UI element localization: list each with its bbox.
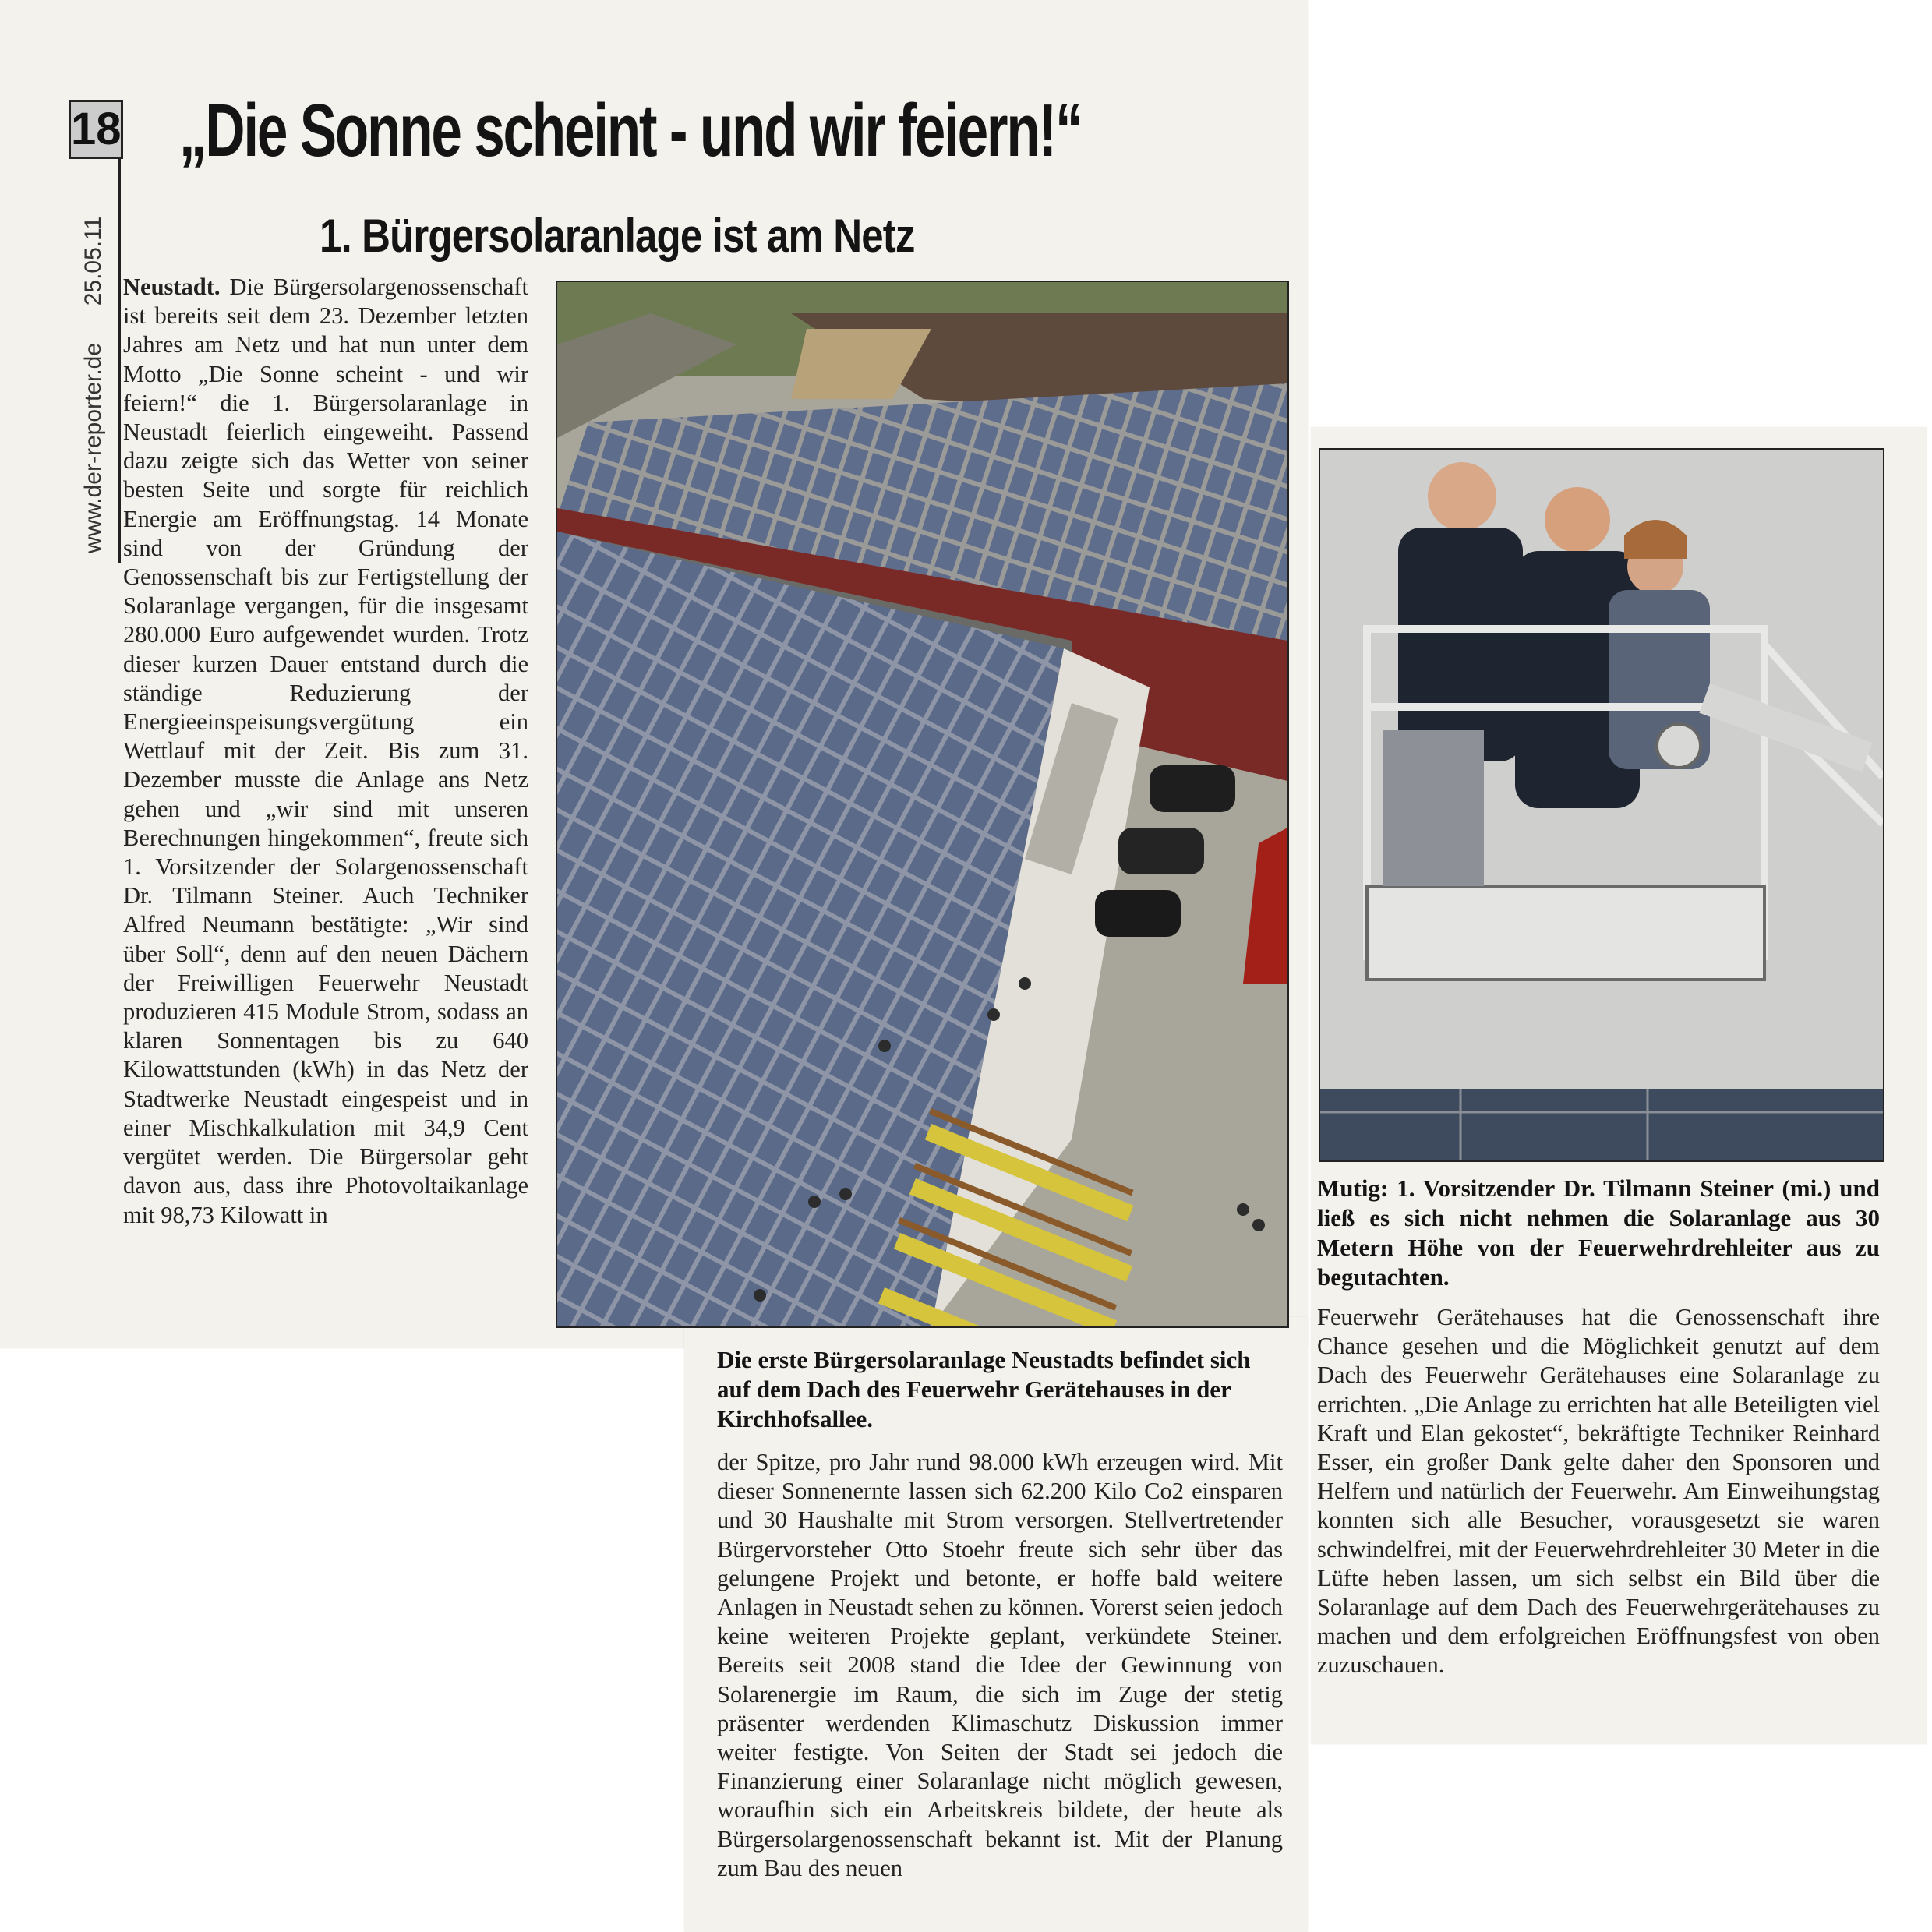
photo-caption-secondary: Mutig: 1. Vorsitzender Dr. Tilmann Steiner (mi.) und ließ es sich nicht nehmen die Solaranlage aus 30 Metern Höhe von der Feuerwehrdrehleiter aus zu begutachten. (1317, 1174, 1880, 1291)
subheadline: 1. Bürgersolaranlage ist am Netz (320, 210, 915, 262)
headline: „Die Sonne scheint - und wir feiern!“ (179, 89, 1082, 172)
photo-caption-main: Die erste Bürgersolaranlage Neustadts befindet sich auf dem Dach des Feuerwehr Gerätehauses in der Kirchhofsallee. (717, 1346, 1251, 1432)
article-column-2: der Spitze, pro Jahr rund 98.000 kWh erzeugen wird. Mit dieser Sonnenernte lassen sich 62.200 Kilo Co2 einsparen und 30 Haushalte mit Strom versorgen. Stellvertretender Bürgervorsteher Otto Stoehr freute sich sehr über das gelungene Projekt und betonte, er hoffe bald weitere Anlagen in Neustadt sehen zu können. Vorerst seien jedoch keine weiteren Projekte geplant, verkündete Steiner. Bereits seit 2008 stand die Idee der Gewinnung von Solarenergie im Raum, die sich im Zuge der stetig präsenter werdenden Klimaschutz Diskussion immer weiter festigte. Von Seiten der Stadt sei jedoch die Finanzierung einer Solaranlage nicht möglich gewesen, woraufhin sich ein Arbeitskreis bildete, der heute als Bürgersolargenossenschaft bekannt ist. Mit der Planung zum Bau des neuen (717, 1449, 1283, 1881)
page-number: 18 (69, 100, 123, 159)
article-column-3: Feuerwehr Gerätehauses hat die Genossenschaft ihre Chance gesehen und die Möglichkeit genutzt auf dem Dach des Feuerwehr Gerätehauses eine Solaranlage zu errichten. „Die Anlage zu errichten hat alle Beteiligten viel Kraft und Elan gekostet“, bekräftigte Techniker Reinhard Esser, ein großer Dank gelte daher den Sponsoren und Helfern und natürlich der Feuerwehr. Am Einweihungstag konnten sich alle Besucher, vorausgesetzt sie waren schwindelfrei, mit der Feuerwehrdrehleiter 30 Meter in die Lüfte heben lassen, um sich selbst ein Bild über die Solaranlage auf dem Dach des Feuerwehrgerätehauses zu machen und dem erfolgreichen Eröffnungsfest von oben zuzuschauen. (1317, 1304, 1880, 1679)
date-label: 25.05.11 (80, 216, 106, 306)
dateline: Neustadt. (123, 274, 221, 300)
website-label: www.der-reporter.de (80, 342, 106, 554)
page-sidebar (69, 100, 121, 563)
column-1-text: Die Bürgersolargenossenschaft ist bereits seit dem 23. Dezember letzten Jahres am Netz und hat nun unter dem Motto „Die Sonne scheint - und wir feiern!“ die 1. Bürgersolaranlage in Neustadt feierlich eingeweiht. Passend dazu zeigte sich das Wetter von seiner besten Seite und sorgte für reichlich Energie am Eröffnungstag. 14 Monate sind von der Gründung der Genossenschaft bis zur Fertigstellung der Solaranlage vergangen, für die insgesamt 280.000 Euro aufgewendet wurden. Trotz dieser kurzen Dauer entstand durch die ständige Reduzierung der Energieeinspeisungsvergütung ein Wettlauf mit der Zeit. Bis zum 31. Dezember musste die Anlage ans Netz gehen und „wir sind mit unseren Berechnungen hingekommen“, freute sich 1. Vorsitzender der Solargenossenschaft Dr. Tilmann Steiner. Auch Techniker Alfred Neumann bestätigte: „Wir sind über Soll“, denn auf den neuen Dächern der Freiwilligen Feuerwehr Neustadt produzieren 415 Module Strom, sodass an klaren Sonnentagen bis zu 640 Kilowattstunden (kWh) in das Netz der Stadtwerke Neustadt eingespeist und in einer Mischkalkulation mit 34,9 Cent vergütet werden. Die Bürgersolar geht davon aus, dass ihre Photovoltaikanlage mit 98,73 Kilowatt in (123, 274, 528, 1228)
aerial-roof-photo (556, 281, 1289, 1328)
ladder-platform-photo (1319, 448, 1884, 1162)
article-column-1 (123, 273, 528, 1337)
